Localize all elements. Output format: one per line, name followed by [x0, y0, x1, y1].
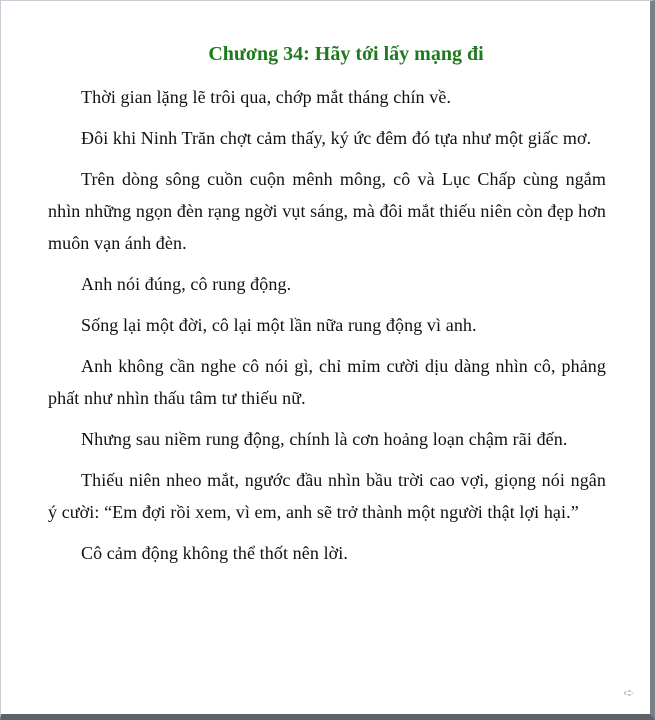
next-page-arrow-icon[interactable]: ➪ — [623, 686, 635, 701]
chapter-title: Chương 34: Hãy tới lấy mạng đi — [208, 43, 484, 65]
paragraph: Nhưng sau niềm rung động, chính là cơn hoảng loạn chậm rãi đến. — [81, 429, 568, 449]
paragraph: Thời gian lặng lẽ trôi qua, chớp mắt tháng chín về. — [81, 87, 452, 107]
paragraph: Đôi khi Ninh Trăn chợt cảm thấy, ký ức đêm đó tựa như một giấc mơ. — [81, 128, 592, 148]
paragraph: Cô cảm động không thể thốt nên lời. — [81, 543, 348, 563]
paragraph: Sống lại một đời, cô lại một lần nữa rung động vì anh. — [81, 315, 477, 335]
paragraph: Anh nói đúng, cô rung động. — [81, 274, 292, 294]
paragraph: Trên dòng sông cuồn cuộn mênh mông, cô và Lục Chấp cùng ngắm nhìn những ngọn đèn rạng ngời vụt sáng, mà đôi mắt thiếu niên còn đẹp hơn muôn vạn ánh đèn. — [48, 169, 607, 253]
page-content — [48, 41, 606, 578]
paragraph: Anh không cần nghe cô nói gì, chỉ mỉm cười dịu dàng nhìn cô, phảng phất như nhìn thấu tâm tư thiếu nữ. — [48, 356, 606, 408]
paragraph: Thiếu niên nheo mắt, ngước đầu nhìn bầu trời cao vợi, giọng nói ngân ý cười: “Em đợi rồi xem, vì em, anh sẽ trở thành một người thật lợi hại.” — [48, 470, 606, 522]
